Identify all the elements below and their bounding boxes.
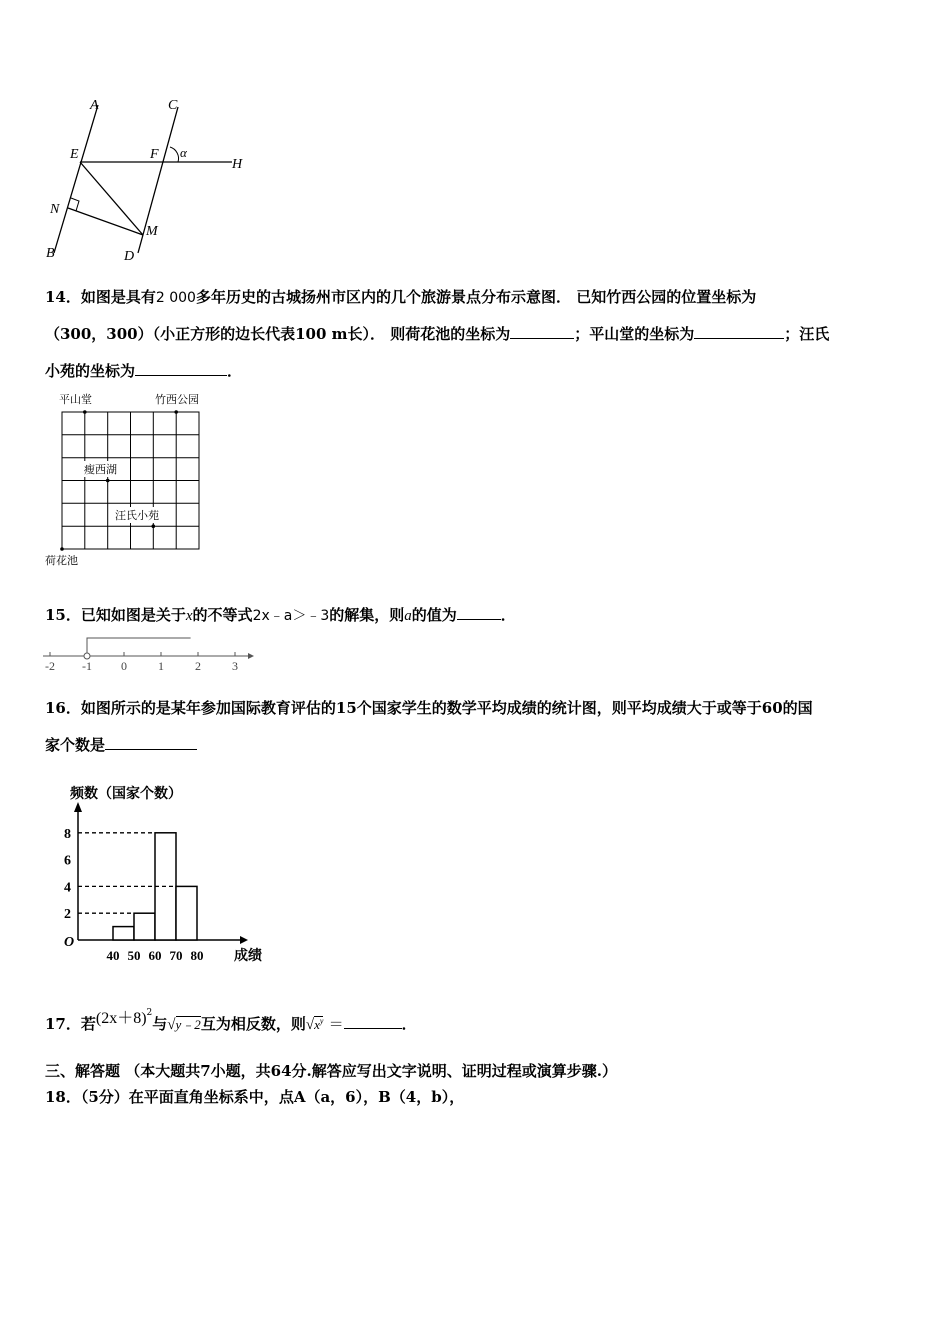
q17-exponent: 2 (146, 1008, 153, 1018)
label-c: C (168, 98, 178, 113)
y-axis-arrow (74, 802, 82, 812)
q16-text: 家个数是 (45, 736, 106, 754)
number-line-tick-label: -1 (82, 659, 92, 673)
label-a: A (90, 98, 99, 113)
q17-sqrt1-radicand: y﹣2 (175, 1017, 201, 1032)
label-m: M (146, 224, 158, 239)
label-h: H (232, 157, 243, 172)
answer-blank-q17[interactable] (344, 1014, 402, 1029)
answer-blank-q15[interactable] (457, 605, 501, 620)
number-line-tick-label: -2 (45, 659, 55, 673)
y-tick-label: 4 (64, 880, 71, 896)
angle-alpha-arc (170, 147, 179, 162)
y-tick-label: 8 (64, 826, 71, 842)
q17-text: 互为相反数，则 (200, 1015, 306, 1033)
q14-text: ；汪氏 (784, 325, 830, 343)
point-pingshantang (83, 410, 87, 414)
map-label-wangshi: 汪氏小苑 (115, 509, 159, 522)
number-line-tick-label: 2 (195, 659, 201, 673)
q17-equals: ＝ (328, 1015, 344, 1033)
point-hehuachi (60, 547, 64, 551)
q18-line: 18．（5分）在平面直角坐标系中，点A（a，6），B（4，b）， (45, 1088, 465, 1106)
y-axis-title: 频数（国家个数） (70, 787, 182, 802)
q15-text: 15．已知如图是关于 (45, 606, 186, 624)
q15-text: 的值为 (411, 606, 457, 624)
q15-text: 的解集，则 (329, 606, 405, 624)
line-cd (138, 107, 178, 253)
x-tick-label: 60 (148, 948, 162, 963)
section-3-title: 三、解答题 （本大题共7小题，共64分.解答应写出文字说明、证明过程或演算步骤.） (45, 1062, 617, 1080)
geometry-figure (40, 95, 260, 270)
origin-label: O (64, 935, 75, 950)
number-line-arrow (248, 653, 254, 659)
q15-text: 的不等式 (192, 606, 253, 624)
q14-text: ． (227, 362, 243, 380)
map-label-shouxihu: 瘦西湖 (84, 463, 117, 476)
q15-inequality: 2x﹣a＞﹣3 (252, 608, 330, 624)
number-line-tick-label: 0 (121, 659, 127, 673)
label-b: B (46, 246, 55, 261)
number-line-tick-label: 3 (232, 659, 238, 673)
map-label-pingshantang: 平山堂 (59, 393, 92, 406)
number-line (40, 630, 255, 675)
answer-blank-pingshantang[interactable] (694, 324, 784, 339)
line-ab (54, 105, 98, 253)
label-f: F (150, 147, 159, 162)
q17-sqrt2: $√x^y$ (305, 1016, 324, 1033)
q14-text: 小苑的坐标为 (45, 362, 136, 380)
q14-line2 (45, 323, 829, 344)
q14-line3 (45, 360, 242, 381)
number-line-tick-label: 1 (158, 659, 164, 673)
x-tick-label: 70 (169, 948, 183, 963)
q15-text: ． (500, 606, 516, 624)
q14-number: 2 000 (155, 290, 196, 306)
histogram-bar (176, 886, 197, 940)
map-grid (40, 385, 240, 575)
label-d: D (124, 249, 135, 264)
q14-text: （300，300）（小正方形的边长代表100 m长）． 则荷花池的坐标为 (45, 325, 511, 343)
point-shouxihu (106, 479, 110, 483)
q17-expr-square: (2x＋8) (95, 1010, 147, 1027)
open-circle-endpoint (84, 653, 90, 659)
q17-text: 17．若 (45, 1015, 96, 1033)
x-tick-label: 80 (190, 948, 204, 963)
y-tick-label: 2 (64, 907, 71, 923)
point-wangshi (152, 524, 156, 528)
q17-sqrt2-base: x (314, 1017, 320, 1032)
q17-text: ． (401, 1015, 417, 1033)
map-label-hehuachi: 荷花池 (45, 554, 78, 567)
x-tick-label: 40 (106, 948, 120, 963)
q14-line1 (45, 286, 756, 307)
q16-line1: 16．如图所示的是某年参加国际教育评估的15个国家学生的数学平均成绩的统计图，则平均成绩大于或等于60的国 (45, 699, 813, 717)
q17-line (45, 1008, 417, 1039)
histogram-bar (113, 927, 134, 940)
x-axis-arrow (240, 936, 248, 944)
label-alpha: α (180, 145, 187, 160)
q15-var-a: a (404, 608, 412, 624)
x-tick-label: 50 (127, 948, 141, 963)
q14-text: ；平山堂的坐标为 (574, 325, 695, 343)
q15-var-x: x (185, 608, 193, 624)
map-label-zhuxi: 竹西公园 (155, 393, 199, 406)
solution-ray (87, 638, 191, 653)
q16-line2 (45, 734, 197, 755)
answer-blank-wangshi[interactable] (135, 361, 227, 376)
y-tick-label: 6 (64, 853, 71, 869)
label-e: E (70, 147, 79, 162)
x-axis-title: 成绩 (234, 949, 262, 964)
q17-sqrt2-exp: y (319, 1016, 324, 1026)
answer-blank-q16[interactable] (105, 735, 197, 750)
answer-blank-hehuachi[interactable] (510, 324, 574, 339)
point-zhuxi (174, 410, 178, 414)
histogram (40, 780, 280, 975)
q14-text: 多年历史的古城扬州市区内的几个旅游景点分布示意图． 已知竹西公园的位置坐标为 (195, 288, 757, 306)
label-n: N (50, 202, 60, 217)
histogram-bar (134, 913, 155, 940)
q17-text: 与 (152, 1015, 168, 1033)
q14-text: 14．如图是具有 (45, 288, 156, 306)
q15-line (45, 604, 516, 625)
q17-sqrt1: √y﹣2 (167, 1017, 201, 1033)
